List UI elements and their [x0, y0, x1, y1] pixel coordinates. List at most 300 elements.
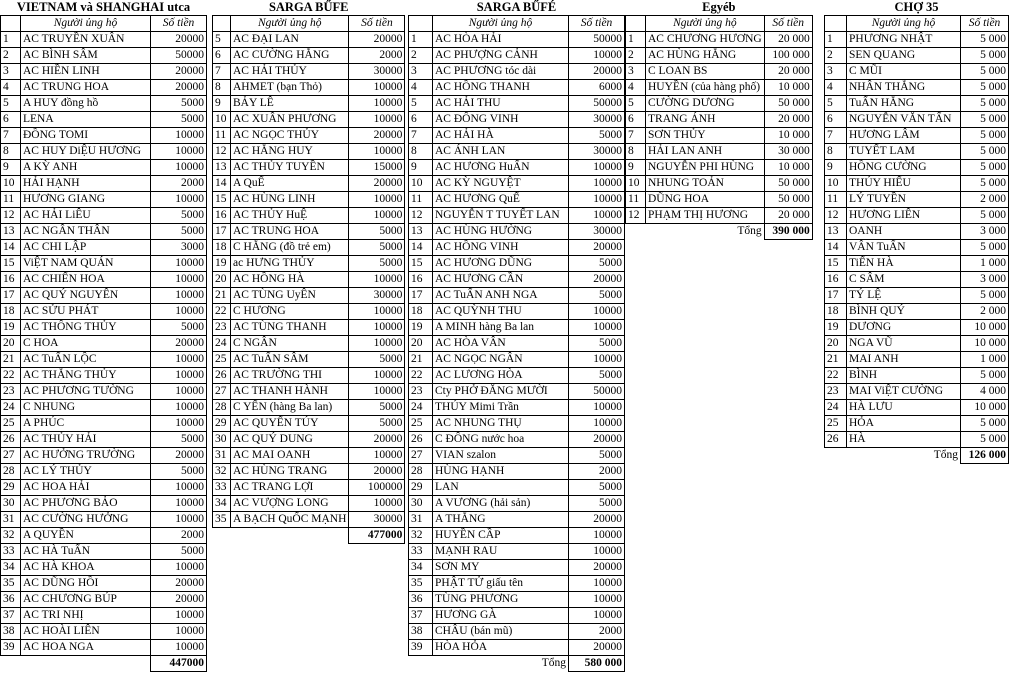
donor-name: A QuẾ [231, 176, 349, 192]
donor-name: AC KỲ NGUYỆT [433, 176, 569, 192]
donor-name: A QUYỀN [21, 528, 151, 544]
block-title: SARGA BŰFE [268, 0, 349, 14]
donation-amount: 10000 [151, 400, 207, 416]
data-table [625, 0, 813, 240]
row-index: 20 [825, 336, 847, 352]
table-row [1, 240, 207, 256]
donor-name: TUYẾT LAM [847, 144, 961, 160]
table-row [213, 128, 405, 144]
table-row [213, 208, 405, 224]
table-row [1, 368, 207, 384]
donation-amount: 1 000 [961, 256, 1009, 272]
donor-name: AC LÝ THỦY [21, 464, 151, 480]
donor-name: AC HÙNG TRANG [231, 464, 349, 480]
row-index: 22 [825, 368, 847, 384]
donation-amount: 20000 [569, 64, 625, 80]
row-index: 12 [626, 208, 646, 224]
row-index: 18 [1, 304, 21, 320]
table-row [409, 368, 625, 384]
table-row [825, 384, 1009, 400]
row-index: 25 [1, 416, 21, 432]
row-index: 4 [626, 80, 646, 96]
table-row [213, 48, 405, 64]
donation-amount: 4 000 [961, 384, 1009, 400]
donor-name: A MINH hàng Ba lan [433, 320, 569, 336]
table-row [1, 400, 207, 416]
donor-name: BẢY LÊ [231, 96, 349, 112]
row-index: 23 [1, 384, 21, 400]
row-index: 38 [1, 624, 21, 640]
table-row [825, 336, 1009, 352]
donor-name: AC TÙNG THANH [231, 320, 349, 336]
donation-amount: 10000 [569, 528, 625, 544]
table-row [626, 112, 813, 128]
row-index: 11 [213, 128, 231, 144]
row-index: 29 [1, 480, 21, 496]
row-index: 35 [1, 576, 21, 592]
row-index: 3 [409, 64, 433, 80]
donor-name: AC THỦY HuỆ [231, 208, 349, 224]
donor-name: AC HÙNG HẰNG [646, 48, 765, 64]
row-index: 7 [213, 64, 231, 80]
row-index: 18 [213, 240, 231, 256]
table-row [626, 48, 813, 64]
donor-name: A BẠCH QuỐC MẠNH [231, 512, 349, 528]
donation-amount: 20000 [569, 432, 625, 448]
table-row [213, 432, 405, 448]
donor-name: AC HOA NGA [21, 640, 151, 656]
donation-amount: 20000 [151, 32, 207, 48]
donor-name: MAI ViỆT CƯỜNG [847, 384, 961, 400]
row-index: 25 [825, 416, 847, 432]
table-row [825, 128, 1009, 144]
table-row [409, 256, 625, 272]
row-index: 7 [825, 128, 847, 144]
donation-amount: 5 000 [961, 432, 1009, 448]
donation-amount: 5 000 [961, 80, 1009, 96]
table-row [213, 320, 405, 336]
table-row [409, 400, 625, 416]
table-row [409, 192, 625, 208]
row-index: 19 [213, 256, 231, 272]
table-row [825, 80, 1009, 96]
table-row [213, 464, 405, 480]
donor-name: A HUY đồng hồ [21, 96, 151, 112]
table-row [626, 128, 813, 144]
donation-amount: 10 000 [961, 400, 1009, 416]
total-label: Tổng [737, 225, 762, 238]
row-index: 10 [409, 176, 433, 192]
donation-amount: 3000 [151, 240, 207, 256]
row-index: 13 [213, 160, 231, 176]
donor-name: SEN QUANG [847, 48, 961, 64]
table-row [409, 240, 625, 256]
column-header-row [626, 16, 813, 32]
row-index: 26 [825, 432, 847, 448]
row-index: 3 [1, 64, 21, 80]
table-row [1, 112, 207, 128]
donation-amount: 5000 [569, 368, 625, 384]
donor-name: AC TuẤN SÂM [231, 352, 349, 368]
data-table [408, 0, 625, 672]
table-row [409, 640, 625, 656]
donation-amount: 5 000 [961, 208, 1009, 224]
donor-name: C LOAN BS [646, 64, 765, 80]
donor-name: AC QUYẾN TÚY [231, 416, 349, 432]
table-row [213, 336, 405, 352]
donor-name: PHƯƠNG NHẬT [847, 32, 961, 48]
header-index [409, 16, 433, 32]
row-index: 36 [409, 592, 433, 608]
donation-amount: 5 000 [961, 416, 1009, 432]
row-index: 1 [626, 32, 646, 48]
donation-amount: 100000 [349, 480, 405, 496]
donor-name: THÚY HIẾU [847, 176, 961, 192]
table-row [409, 224, 625, 240]
donation-amount: 10000 [569, 192, 625, 208]
row-index: 21 [409, 352, 433, 368]
row-index: 10 [1, 176, 21, 192]
row-index: 27 [213, 384, 231, 400]
donation-amount: 5000 [569, 448, 625, 464]
donor-name: AC HƯƠNG HuẤN [433, 160, 569, 176]
donor-name: VIAN szalon [433, 448, 569, 464]
table-row [1, 416, 207, 432]
row-index: 29 [409, 480, 433, 496]
donation-amount: 10000 [569, 160, 625, 176]
donation-amount: 15000 [349, 160, 405, 176]
donation-amount: 2000 [569, 624, 625, 640]
donor-name: NGUYỄN T TUYẾT LAN [433, 208, 569, 224]
table-row [1, 256, 207, 272]
donation-amount: 10000 [349, 368, 405, 384]
row-index: 16 [825, 272, 847, 288]
donation-amount: 50000 [569, 384, 625, 400]
total-label: Tổng [541, 657, 566, 670]
donor-name: NHUNG TOẢN [646, 176, 765, 192]
header-amount: Số tiền [151, 16, 207, 32]
donor-name: AC THẮNG THỦY [21, 368, 151, 384]
column-header-row [1, 16, 207, 32]
row-index: 27 [409, 448, 433, 464]
table-row [213, 80, 405, 96]
row-index: 15 [213, 192, 231, 208]
donor-name: AC ĐÔNG VINH [433, 112, 569, 128]
donor-name: AC HẢI LiÊU [21, 208, 151, 224]
table-row [409, 64, 625, 80]
donor-name: PHẠM THỊ HƯƠNG [646, 208, 765, 224]
donation-amount: 5000 [349, 400, 405, 416]
row-index: 11 [409, 192, 433, 208]
row-index: 17 [213, 224, 231, 240]
table-row [409, 512, 625, 528]
row-index: 32 [213, 464, 231, 480]
donation-amount: 5000 [569, 480, 625, 496]
row-index: 31 [213, 448, 231, 464]
donor-name: A PHÚC [21, 416, 151, 432]
table-row [1, 496, 207, 512]
table-row [1, 32, 207, 48]
row-index: 11 [1, 192, 21, 208]
donation-amount: 10000 [569, 416, 625, 432]
donation-amount: 2000 [151, 528, 207, 544]
table-row [409, 80, 625, 96]
table-row [409, 304, 625, 320]
donation-amount: 30000 [569, 224, 625, 240]
donation-amount: 50 000 [764, 192, 812, 208]
donor-name: AC XUÂN PHƯƠNG [231, 112, 349, 128]
donation-amount: 20000 [569, 240, 625, 256]
donor-name: AC TuẤN ANH NGA [433, 288, 569, 304]
header-index [213, 16, 231, 32]
block-sarga-bufe-2 [408, 0, 625, 672]
donor-name: AC HÙNG LINH [231, 192, 349, 208]
row-index: 12 [825, 208, 847, 224]
donor-name: LAN [433, 480, 569, 496]
row-index: 2 [825, 48, 847, 64]
table-row [409, 32, 625, 48]
donation-amount: 10000 [349, 448, 405, 464]
row-index: 3 [825, 64, 847, 80]
table-row [1, 464, 207, 480]
donation-amount: 5 000 [961, 64, 1009, 80]
donation-amount: 20000 [569, 560, 625, 576]
table-row [825, 368, 1009, 384]
donor-name: AC PHƯỢNG CẢNH [433, 48, 569, 64]
total-amount: 447000 [151, 656, 207, 672]
donation-amount: 10000 [349, 496, 405, 512]
donation-amount: 1 000 [961, 352, 1009, 368]
table-row [409, 208, 625, 224]
row-index: 20 [1, 336, 21, 352]
donation-amount: 5000 [569, 496, 625, 512]
table-row [213, 112, 405, 128]
header-amount: Số tiền [764, 16, 812, 32]
donation-amount: 5 000 [961, 176, 1009, 192]
donor-name: AC HỒNG THANH [433, 80, 569, 96]
header-index [626, 16, 646, 32]
donor-name: AC QUÝ DUNG [231, 432, 349, 448]
table-row [825, 352, 1009, 368]
donor-name: NHÂN THẮNG [847, 80, 961, 96]
donor-name: TuẤN HẰNG [847, 96, 961, 112]
donation-amount: 5 000 [961, 32, 1009, 48]
block-cho-35 [824, 0, 1009, 464]
row-index: 9 [409, 160, 433, 176]
donor-name: HUYỀN CẦP [433, 528, 569, 544]
donation-amount: 30000 [349, 288, 405, 304]
donor-name: C NGÂN [231, 336, 349, 352]
row-index: 25 [409, 416, 433, 432]
table-row [213, 96, 405, 112]
table-row [825, 400, 1009, 416]
donation-amount: 10000 [569, 592, 625, 608]
donation-amount: 10000 [151, 480, 207, 496]
donation-amount: 30 000 [764, 144, 812, 160]
donor-name: AC DŨNG HỒI [21, 576, 151, 592]
row-index: 18 [825, 304, 847, 320]
row-index: 28 [409, 464, 433, 480]
row-index: 9 [626, 160, 646, 176]
table-row [825, 64, 1009, 80]
donor-name: AC TRUNG HOA [21, 80, 151, 96]
table-row [409, 96, 625, 112]
donor-name: HÒA HỎA [433, 640, 569, 656]
table-row [1, 576, 207, 592]
row-index: 16 [1, 272, 21, 288]
donation-amount: 5000 [349, 240, 405, 256]
donation-amount: 10000 [349, 208, 405, 224]
total-amount: 580 000 [569, 656, 625, 672]
donation-amount: 10000 [151, 608, 207, 624]
donation-amount: 10000 [151, 512, 207, 528]
column-header-row [409, 16, 625, 32]
table-row [409, 336, 625, 352]
table-row [626, 144, 813, 160]
donor-name: AC CHƯƠNG BÚP [21, 592, 151, 608]
total-label: Tổng [933, 449, 958, 462]
table-row [825, 144, 1009, 160]
donor-name: BÌNH [847, 368, 961, 384]
donation-amount: 50000 [151, 48, 207, 64]
row-index: 6 [1, 112, 21, 128]
donor-name: AC HOÀI LIÊN [21, 624, 151, 640]
row-index: 39 [409, 640, 433, 656]
row-index: 14 [1, 240, 21, 256]
table-row [626, 160, 813, 176]
donor-name: AC TRI NHỊ [21, 608, 151, 624]
total-amount: 126 000 [961, 448, 1009, 464]
donor-name: DŨNG HOA [646, 192, 765, 208]
table-row [213, 288, 405, 304]
table-row [213, 368, 405, 384]
row-index: 6 [825, 112, 847, 128]
donation-amount: 20 000 [764, 32, 812, 48]
donor-name: TÙNG PHƯƠNG [433, 592, 569, 608]
row-index: 2 [1, 48, 21, 64]
row-index: 26 [409, 432, 433, 448]
donation-amount: 10000 [569, 576, 625, 592]
table-row [409, 144, 625, 160]
header-name: Người ủng hộ [433, 16, 569, 32]
donor-name: AC HÀ TuẤN [21, 544, 151, 560]
table-row [825, 288, 1009, 304]
donor-name: NGUYỄN PHI HÙNG [646, 160, 765, 176]
table-row [409, 480, 625, 496]
donor-name: AC NGỌC NGÂN [433, 352, 569, 368]
row-index: 37 [1, 608, 21, 624]
row-index: 32 [1, 528, 21, 544]
donor-name: AC HÙNG HƯỜNG [433, 224, 569, 240]
row-index: 1 [1, 32, 21, 48]
row-index: 24 [409, 400, 433, 416]
row-index: 22 [213, 304, 231, 320]
row-index: 13 [1, 224, 21, 240]
donor-name: SƠN MY [433, 560, 569, 576]
donation-amount: 10000 [151, 192, 207, 208]
row-index: 7 [1, 128, 21, 144]
donor-name: DƯƠNG [847, 320, 961, 336]
table-row [1, 512, 207, 528]
table-row [1, 48, 207, 64]
block-sarga-bufe-1 [212, 0, 405, 544]
row-index: 38 [409, 624, 433, 640]
row-index: 16 [409, 272, 433, 288]
table-row [409, 560, 625, 576]
row-index: 12 [213, 144, 231, 160]
donation-amount: 10000 [569, 208, 625, 224]
donor-name: AC HẰNG HUY [231, 144, 349, 160]
table-row [825, 32, 1009, 48]
row-index: 24 [1, 400, 21, 416]
table-row [213, 400, 405, 416]
donor-name: AC HƯỞNG TRƯỜNG [21, 448, 151, 464]
row-index: 15 [409, 256, 433, 272]
donation-amount: 10000 [349, 336, 405, 352]
table-row [825, 272, 1009, 288]
donation-amount: 5000 [151, 208, 207, 224]
row-index: 19 [1, 320, 21, 336]
table-row [825, 240, 1009, 256]
row-index: 28 [213, 400, 231, 416]
donor-name: AC QUÝ NGUYÊN [21, 288, 151, 304]
donation-amount: 5 000 [961, 368, 1009, 384]
donation-amount: 5000 [151, 544, 207, 560]
table-row [213, 64, 405, 80]
table-row [825, 112, 1009, 128]
table-row [1, 272, 207, 288]
table-row [626, 176, 813, 192]
donation-amount: 20000 [349, 32, 405, 48]
donor-name: ĐỒNG TOMI [21, 128, 151, 144]
table-row [213, 160, 405, 176]
row-index: 22 [409, 368, 433, 384]
block-title: VIETNAM và SHANGHAI utca [16, 0, 191, 14]
donation-amount: 3 000 [961, 224, 1009, 240]
row-index: 20 [409, 336, 433, 352]
table-row [1, 544, 207, 560]
donor-name: TÝ LỆ [847, 288, 961, 304]
table-row [409, 48, 625, 64]
row-index: 31 [1, 512, 21, 528]
row-index: 14 [409, 240, 433, 256]
row-index: 14 [213, 176, 231, 192]
donor-name: C SÂM [847, 272, 961, 288]
table-row [409, 624, 625, 640]
row-index: 9 [825, 160, 847, 176]
row-index: 12 [1, 208, 21, 224]
donor-name: AC QUỲNH THU [433, 304, 569, 320]
donation-amount: 20000 [151, 576, 207, 592]
donation-amount: 10 000 [961, 320, 1009, 336]
donation-amount: 2000 [349, 48, 405, 64]
donor-name: AC HÒA HẢI [433, 32, 569, 48]
table-row [626, 96, 813, 112]
table-row [1, 384, 207, 400]
donation-amount: 20000 [349, 128, 405, 144]
row-index: 37 [409, 608, 433, 624]
table-row [409, 352, 625, 368]
donor-name: HƯƠNG LÂM [847, 128, 961, 144]
header-name: Người ủng hộ [646, 16, 765, 32]
donation-amount: 20000 [349, 464, 405, 480]
total-row [409, 656, 625, 672]
donor-name: LENA [21, 112, 151, 128]
donor-name: OANH [847, 224, 961, 240]
donation-amount: 10000 [349, 96, 405, 112]
table-row [626, 32, 813, 48]
donor-name: C HẰNG (đồ trẻ em) [231, 240, 349, 256]
